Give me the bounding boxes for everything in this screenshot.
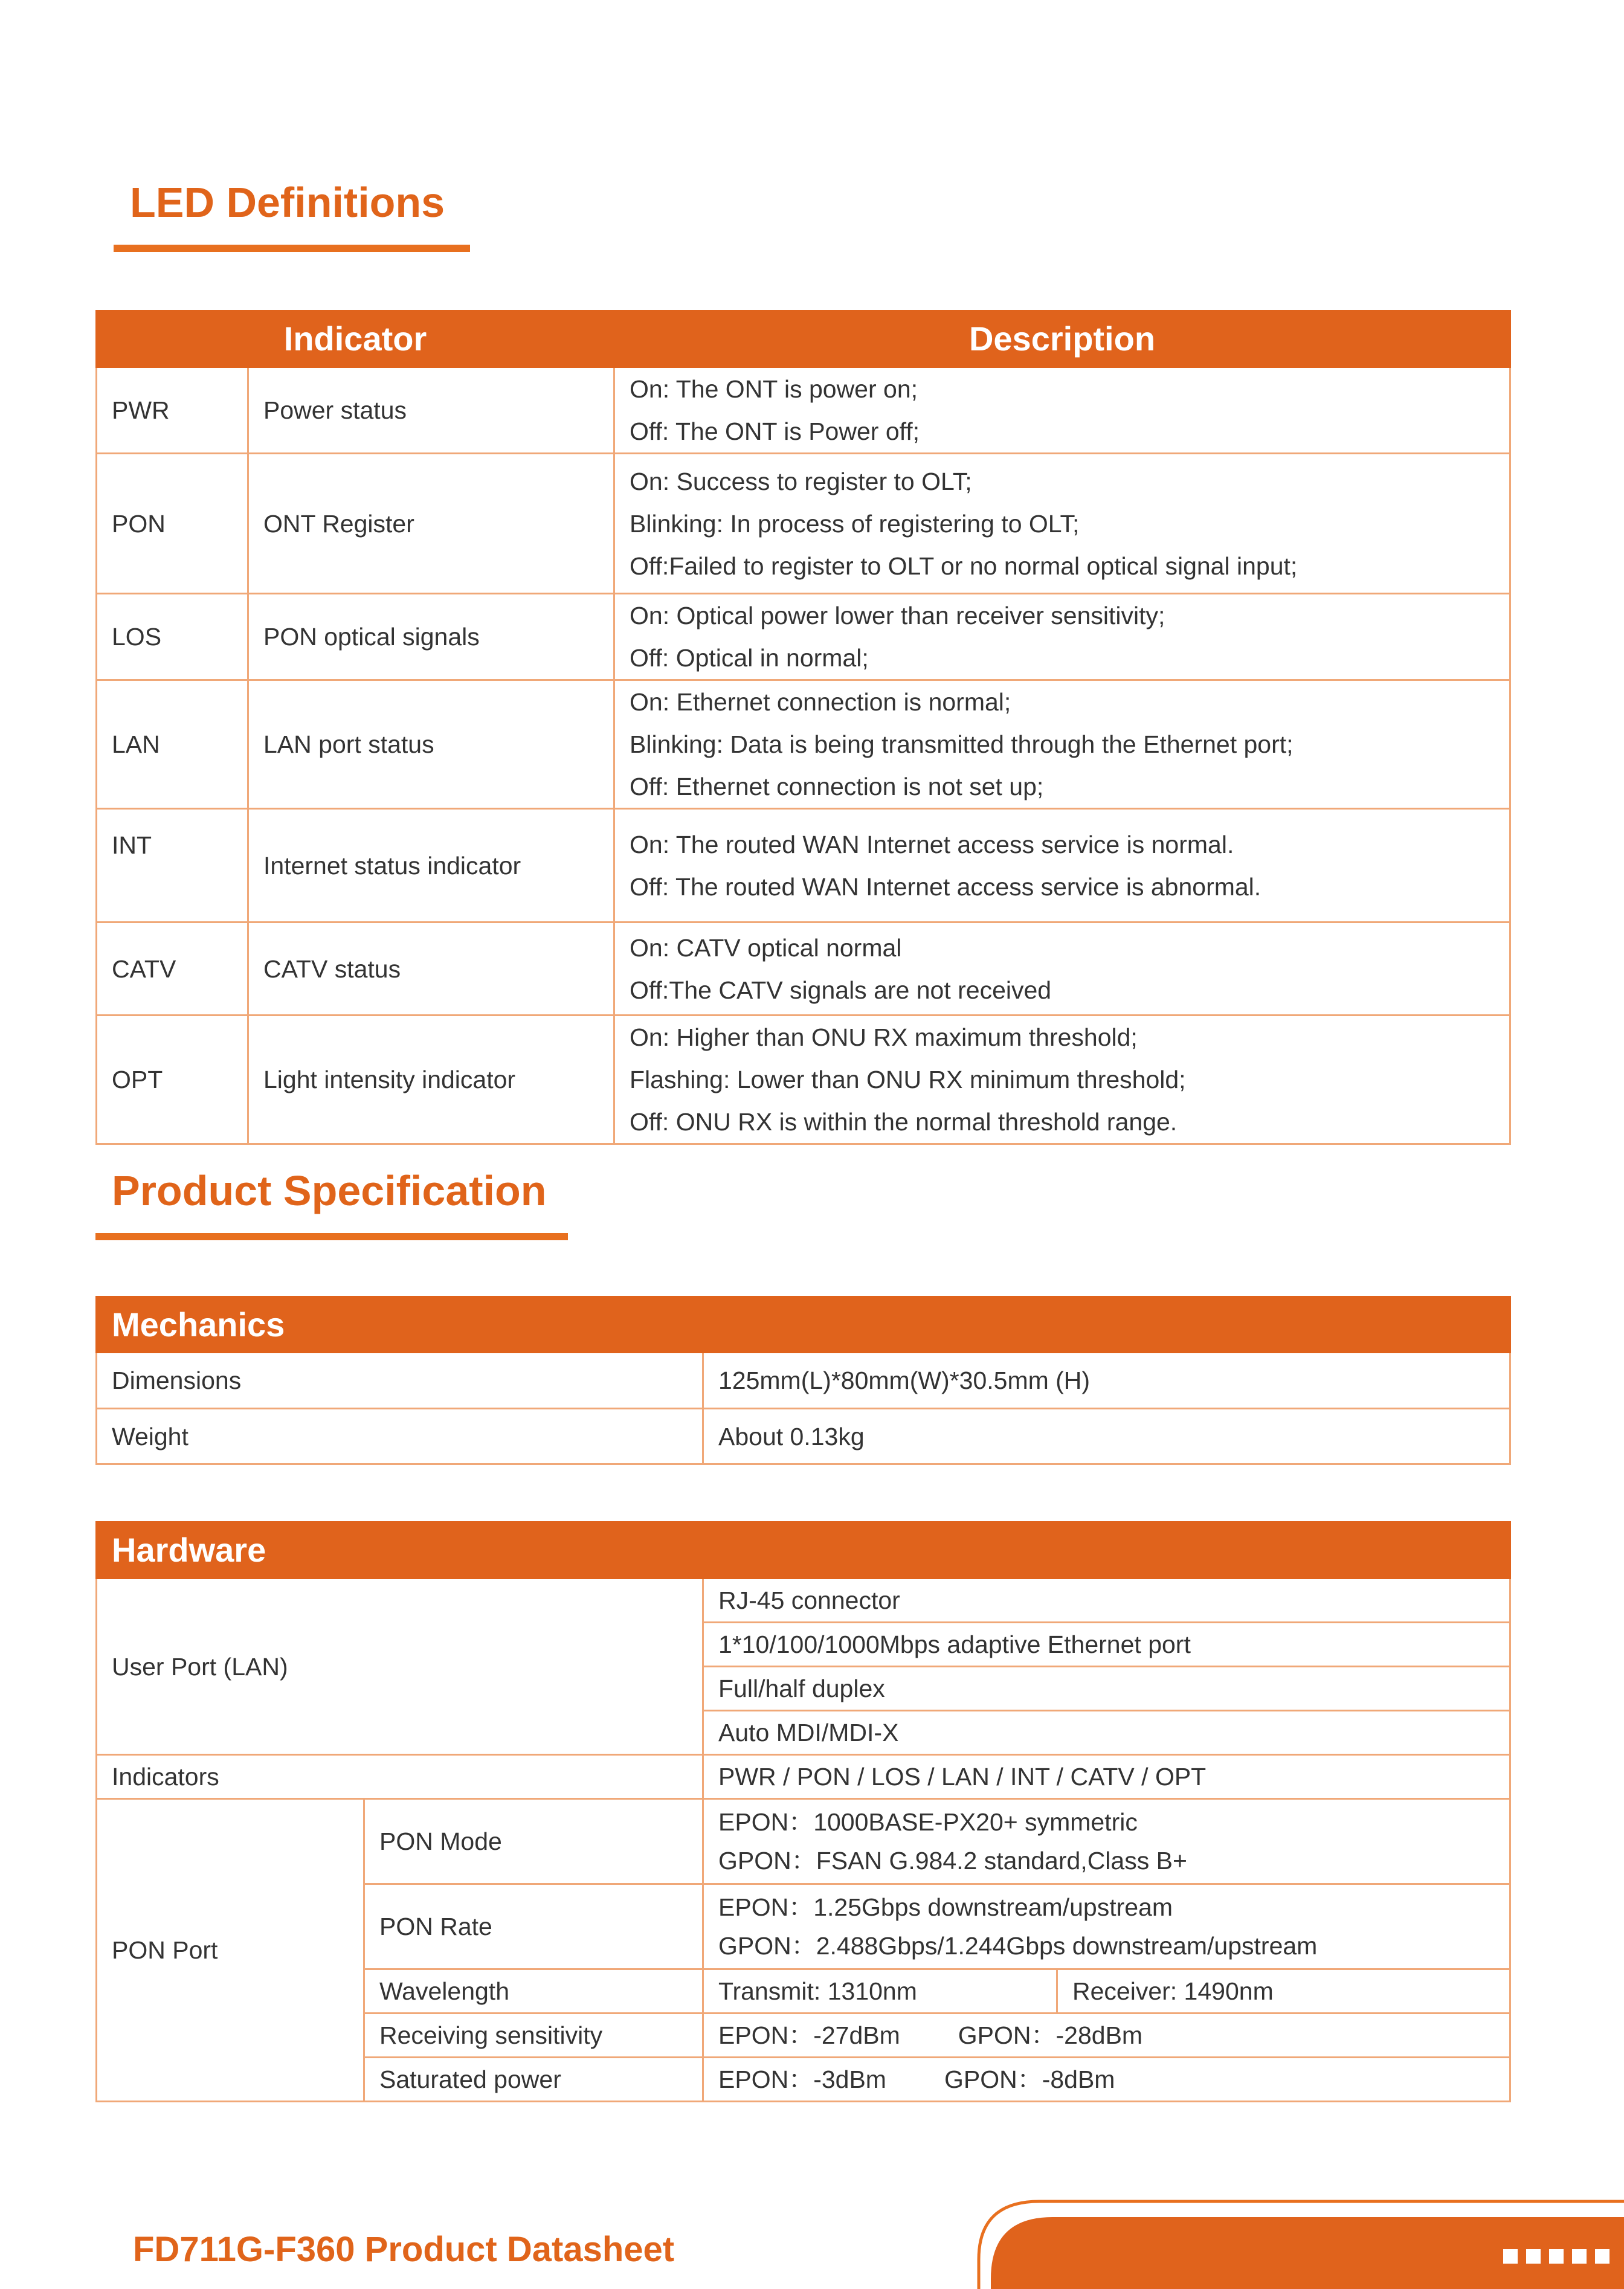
led-name: LAN port status: [248, 680, 614, 809]
led-row-pon: [97, 454, 1510, 594]
pon-rate-label: PON Rate: [364, 1884, 703, 1969]
desc-line: Blinking: In process of registering to OLT;: [630, 509, 1080, 538]
led-row-int: [97, 809, 1510, 922]
desc-line: Off: The ONT is Power off;: [630, 417, 920, 445]
desc-line: On: Optical power lower than receiver sensitivity;: [630, 602, 1165, 629]
pon-mode-line: GPON：FSAN G.984.2 standard,Class B+: [718, 1847, 1187, 1875]
led-desc: [614, 367, 1510, 454]
footer-square: [1503, 2249, 1518, 2264]
indicators-label: Indicators: [97, 1755, 703, 1799]
led-code: PWR: [97, 367, 248, 454]
desc-line: Off:Failed to register to OLT or no normal optical signal input;: [630, 552, 1298, 580]
desc-line: Off: ONU RX is within the normal threshold range.: [630, 1108, 1178, 1136]
spec-section-title: Product Specification: [112, 1167, 547, 1214]
desc-line: On: The ONT is power on;: [630, 375, 918, 403]
indicators-value: PWR / PON / LOS / LAN / INT / CATV / OPT: [703, 1755, 1510, 1799]
desc-line: Blinking: Data is being transmitted through the Ethernet port;: [630, 730, 1294, 758]
led-name: Light intensity indicator: [248, 1016, 614, 1144]
footer-title: FD711G-F360 Product Datasheet: [133, 2230, 675, 2269]
footer-curve-line: [979, 2201, 1624, 2289]
sensitivity-value: [703, 2014, 1510, 2058]
saturated-value: [703, 2058, 1510, 2102]
led-code: LOS: [97, 594, 248, 680]
pon-mode-value: [703, 1799, 1510, 1884]
led-name: ONT Register: [248, 454, 614, 594]
desc-line: Off: Optical in normal;: [630, 644, 869, 672]
user-port-label: User Port (LAN): [97, 1579, 703, 1755]
weight-label: Weight: [97, 1409, 703, 1464]
footer-square: [1526, 2249, 1541, 2264]
saturated-gpon: GPON：-8dBm: [944, 2065, 1115, 2093]
led-title-underline: [114, 245, 470, 252]
wavelength-rx: Receiver: 1490nm: [1057, 1969, 1510, 2014]
led-desc: [614, 922, 1510, 1016]
footer-square: [1572, 2249, 1587, 2264]
desc-line: On: CATV optical normal: [630, 933, 902, 962]
sensitivity-gpon: GPON：-28dBm: [958, 2021, 1143, 2049]
user-port-value: Auto MDI/MDI-X: [703, 1711, 1510, 1755]
led-row-catv: [97, 922, 1510, 1016]
footer-band: [991, 2217, 1624, 2289]
led-code: PON: [97, 454, 248, 594]
pon-port-label: PON Port: [97, 1799, 364, 2102]
header-indicator: Indicator: [97, 311, 614, 367]
led-section-title: LED Definitions: [130, 179, 445, 226]
mechanics-header: Mechanics: [97, 1297, 1510, 1353]
led-name: PON optical signals: [248, 594, 614, 680]
pon-rate-line: GPON：2.488Gbps/1.244Gbps downstream/upstream: [718, 1932, 1318, 1960]
led-code: INT: [97, 809, 248, 922]
led-desc: [614, 594, 1510, 680]
desc-line: Off:The CATV signals are not received: [630, 976, 1052, 1004]
led-row-pwr: [97, 367, 1510, 454]
led-row-los: [97, 594, 1510, 680]
led-row-opt: [97, 1016, 1510, 1144]
desc-line: Off: Ethernet connection is not set up;: [630, 773, 1044, 800]
pon-rate-value: [703, 1884, 1510, 1969]
hardware-header: Hardware: [97, 1522, 1510, 1579]
footer-square: [1549, 2249, 1564, 2264]
saturated-epon: EPON：-3dBm: [718, 2065, 886, 2093]
header-description: Description: [614, 311, 1510, 367]
dimensions-row: [97, 1353, 1510, 1409]
led-name: CATV status: [248, 922, 614, 1016]
led-code: OPT: [97, 1016, 248, 1144]
footer-square: [1595, 2249, 1610, 2264]
led-desc: [614, 809, 1510, 922]
sensitivity-epon: EPON：-27dBm: [718, 2021, 900, 2049]
led-desc: [614, 454, 1510, 594]
led-code: LAN: [97, 680, 248, 809]
led-code: CATV: [97, 922, 248, 1016]
spec-title-underline: [95, 1233, 568, 1240]
pon-mode-line: EPON：1000BASE-PX20+ symmetric: [718, 1808, 1138, 1836]
led-desc: [614, 680, 1510, 809]
user-port-value: Full/half duplex: [703, 1667, 1510, 1711]
weight-row: [97, 1409, 1510, 1464]
led-table: [95, 310, 1511, 1145]
desc-line: Off: The routed WAN Internet access service is abnormal.: [630, 872, 1262, 901]
desc-line: On: Ethernet connection is normal;: [630, 688, 1011, 716]
wavelength-tx: Transmit: 1310nm: [703, 1969, 1057, 2014]
led-row-lan: [97, 680, 1510, 809]
saturated-label: Saturated power: [364, 2058, 703, 2102]
desc-line: On: Success to register to OLT;: [630, 467, 972, 495]
wavelength-label: Wavelength: [364, 1969, 703, 2014]
dimensions-value: 125mm(L)*80mm(W)*30.5mm (H): [703, 1353, 1510, 1409]
led-name: Power status: [248, 367, 614, 454]
sensitivity-label: Receiving sensitivity: [364, 2014, 703, 2058]
desc-line: On: The routed WAN Internet access service is normal.: [630, 830, 1234, 858]
user-port-value: 1*10/100/1000Mbps adaptive Ethernet port: [703, 1623, 1510, 1667]
led-desc: [614, 1016, 1510, 1144]
pon-mode-label: PON Mode: [364, 1799, 703, 1884]
desc-line: On: Higher than ONU RX maximum threshold;: [630, 1023, 1138, 1051]
weight-value: About 0.13kg: [703, 1409, 1510, 1464]
mechanics-table: [95, 1296, 1511, 1465]
user-port-value: RJ-45 connector: [703, 1579, 1510, 1623]
pon-rate-line: EPON：1.25Gbps downstream/upstream: [718, 1893, 1173, 1921]
desc-line: Flashing: Lower than ONU RX minimum threshold;: [630, 1066, 1186, 1093]
hardware-table: [95, 1521, 1511, 2102]
indicators-row: [97, 1755, 1510, 1799]
dimensions-label: Dimensions: [97, 1353, 703, 1409]
led-name: Internet status indicator: [248, 809, 614, 922]
